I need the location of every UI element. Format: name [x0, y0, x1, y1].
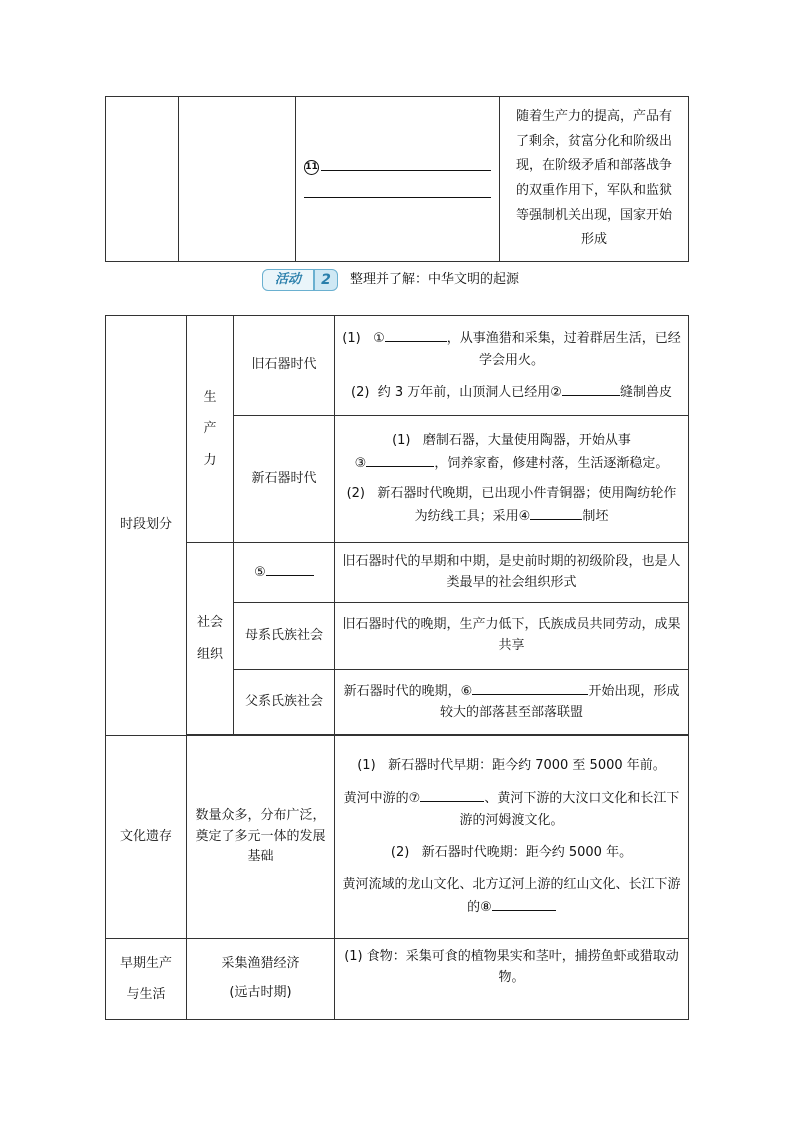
cultural-mid-cell — [187, 736, 335, 939]
state-formation-text: 随着生产力的提高，产品有了剩余，贫富分化和阶级出现，在阶级矛盾和部落战争的双重作用下，军队和监狱等强制机关出现，国家开始形成 — [515, 108, 672, 248]
patriarchal-label: 父系氏族社会 — [244, 693, 323, 709]
answer-blank-1[interactable] — [385, 327, 447, 342]
social-org-cell — [187, 543, 234, 735]
answer-blank-5[interactable] — [266, 561, 314, 576]
paleolithic-label: 旧石器时代 — [251, 357, 317, 373]
cultural-cell — [106, 736, 187, 939]
activity-title: 整理并了解：中华文明的起源 — [350, 271, 520, 287]
food-text: (1) 食物：采集可食的植物果实和茎叶，捕捞鱼虾或猎取动物。 — [344, 949, 679, 985]
cultural-item-1: (1) 新石器时代早期：距今约 7000 至 5000 年前。 — [357, 757, 666, 773]
matriarchal-label: 母系氏族社会 — [244, 627, 323, 643]
activity-badge — [262, 269, 340, 291]
cultural-item-2b: 黄河流域的龙山文化、北方辽河上游的红山文化、长江下游的⑧ — [342, 877, 681, 916]
neolithic-label: 新石器时代 — [251, 470, 317, 486]
answer-blank-6[interactable] — [472, 680, 588, 695]
neolithic-item-2: (2) 新石器时代晚期，已出现小件青铜器；使用陶纺轮作为纺线工具；采用④ 制坯 — [346, 486, 677, 525]
early-social-text: 旧石器时代的早期和中期，是史前时期的初级阶段，也是人类最早的社会组织形式 — [342, 553, 681, 590]
answer-blank-2[interactable] — [562, 381, 620, 396]
paleolithic-content — [335, 316, 689, 416]
matriarchal-text: 旧石器时代的晚期，生产力低下，氏族成员共同劳动，成果共享 — [342, 617, 681, 653]
activity-heading — [262, 268, 519, 292]
answer-blank-3[interactable] — [366, 452, 434, 467]
neolithic-cell — [234, 416, 335, 543]
blank5-cell: ⑤ — [234, 543, 335, 603]
civilization-origin-table — [105, 315, 689, 1020]
blank-cell — [296, 97, 500, 262]
matriarchal-content — [335, 603, 689, 670]
activity-badge-word: 活动 — [262, 269, 314, 291]
circled-number: 11 — [304, 160, 319, 175]
productivity-label: 生产力 — [203, 390, 217, 468]
blank5-content — [335, 543, 689, 603]
activity-badge-number: 2 — [314, 269, 338, 291]
cultural-item-1b: 黄河中游的⑦ 、黄河下游的大汶口文化和长江下游的河姆渡文化。 — [341, 787, 682, 832]
paleolithic-item-2: (2) 约 3 万年前，山顶洞人已经用② 缝制兽皮 — [341, 381, 682, 404]
cultural-content — [335, 736, 689, 939]
table-continuation — [105, 96, 689, 262]
paleolithic-item-1: (1) ① ，从事渔猎和采集，过着群居生活，已经学会用火。 — [341, 327, 682, 372]
social-org-label: 社会组织 — [196, 615, 223, 662]
early-life-cell — [106, 939, 187, 1020]
matriarchal-cell — [234, 603, 335, 670]
answer-blank-4[interactable] — [530, 505, 582, 520]
neolithic-item-1: (1) 磨制石器，大量使用陶器，开始从事 ③ ，饲养家畜，修建村落，生活逐渐稳定。 — [354, 432, 669, 471]
productivity-cell — [187, 316, 234, 543]
cultural-summary: 数量众多，分布广泛，奠定了多元一体的发展基础 — [195, 807, 326, 865]
neolithic-content — [335, 416, 689, 543]
period-division-label: 时段划分 — [119, 517, 172, 533]
early-content — [335, 939, 689, 1020]
answer-blank[interactable] — [321, 170, 491, 171]
early-economy: 采集渔猎经济 — [221, 956, 300, 972]
answer-blank[interactable] — [304, 197, 491, 198]
empty-cell — [179, 97, 296, 262]
answer-blank-8[interactable] — [492, 896, 556, 911]
patriarchal-cell — [234, 670, 335, 735]
early-mid-cell — [187, 939, 335, 1020]
patriarchal-content: 新石器时代的晚期，⑥ 开始出现，形成较大的部落甚至部落联盟 — [335, 670, 689, 735]
cultural-label: 文化遗存 — [119, 828, 172, 844]
early-life-label: 早期生产与生活 — [119, 955, 172, 1002]
empty-cell — [106, 97, 179, 262]
period-division-cell — [106, 316, 187, 736]
paleolithic-cell — [234, 316, 335, 416]
early-period: (远古时期) — [229, 985, 292, 1000]
answer-blank-7[interactable] — [420, 787, 484, 802]
description-cell — [500, 97, 689, 262]
cultural-item-2: (2) 新石器时代晚期：距今约 5000 年。 — [390, 845, 633, 860]
